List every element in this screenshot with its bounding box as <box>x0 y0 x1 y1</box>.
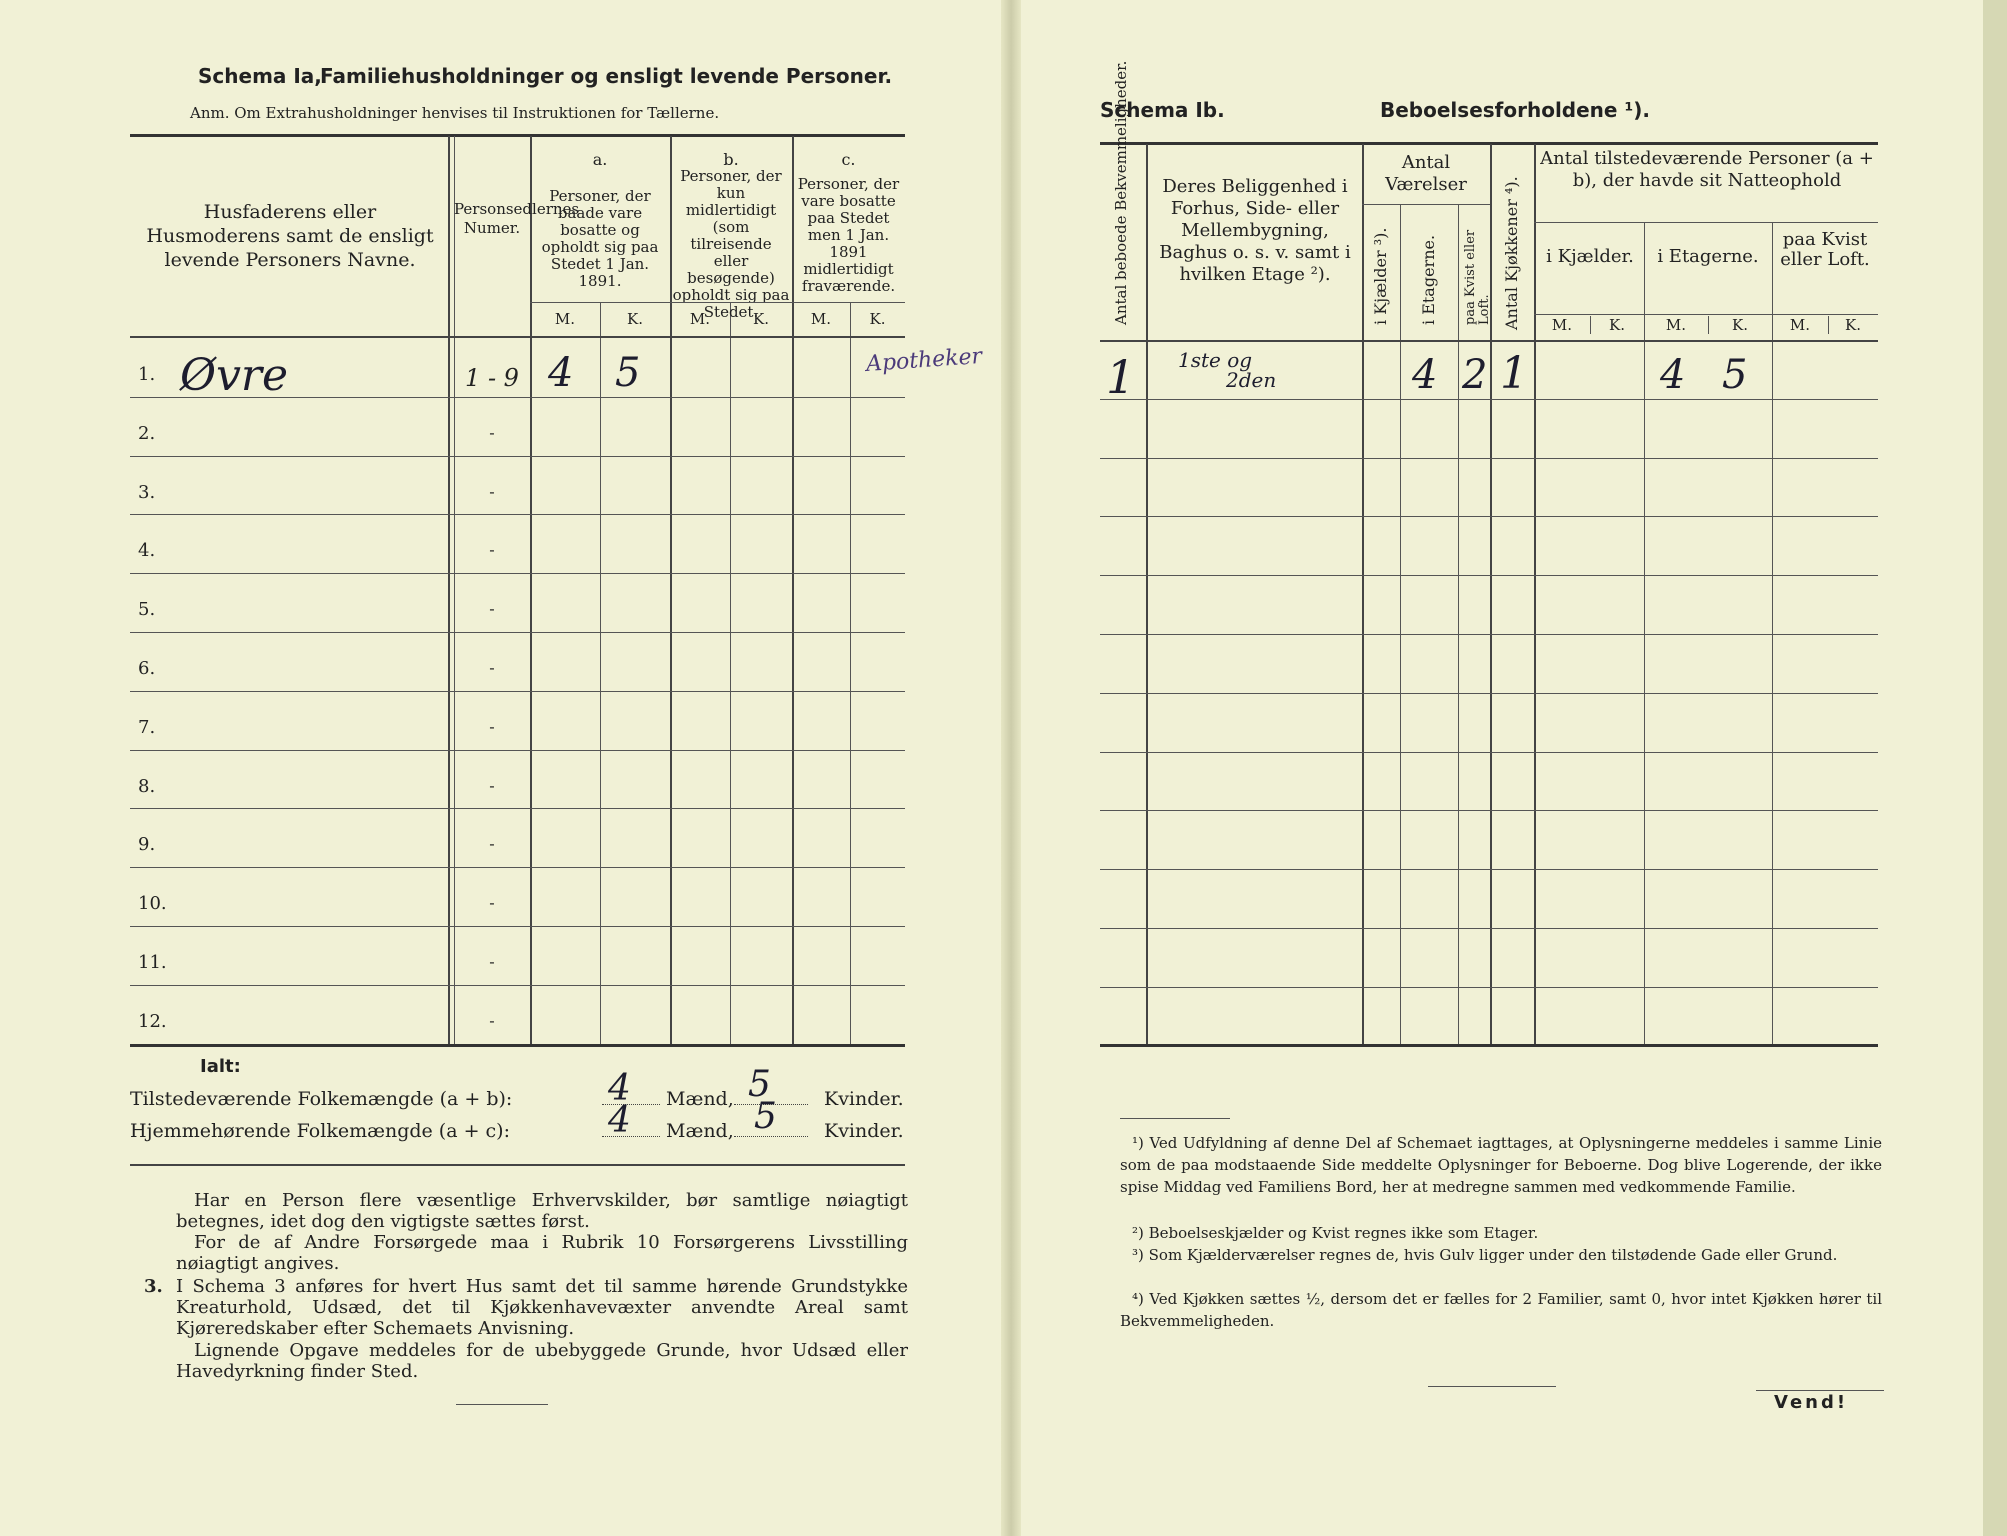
col-divider <box>850 302 851 1046</box>
row-numer: - <box>489 893 495 913</box>
instruction-para-1: Har en Person flere væsentlige Erhvervskilder, bør samtlige nøiagtigt betegnes, idet dog den vigtigste sættes først. <box>176 1190 908 1232</box>
table-top-rule <box>130 134 905 137</box>
vend-label: Vend! <box>1774 1392 1849 1413</box>
header-names: Husfaderens eller Husmoderens samt de ensligt levende Personers Navne. <box>146 201 434 271</box>
row-numer: - <box>489 716 495 736</box>
r1-antal: 1 <box>1106 350 1136 404</box>
r1-kjokken: 1 <box>1500 348 1528 399</box>
header-i-kjaelder: i Kjælder ³). <box>1371 227 1390 325</box>
row1-name: Øvre <box>180 350 289 401</box>
row-rule <box>1100 458 1878 459</box>
col-divider <box>1362 144 1364 1046</box>
r1-beliggenhed-2: 2den <box>1226 368 1277 392</box>
row-rule <box>1100 399 1878 400</box>
tilstede-maend-label: Mænd, <box>666 1088 734 1110</box>
header-c-letter: c. <box>841 150 856 169</box>
row-rule <box>1100 575 1878 576</box>
header-bottom-rule <box>1100 340 1878 342</box>
header-b-text: Personer, der kun midlertidigt (som tilreisende eller besøgende) opholdt sig paa Stedet. <box>672 167 790 321</box>
footnote-2: ²) Beboelseskjælder og Kvist regnes ikke som Etager. <box>1132 1224 1539 1242</box>
row-rule <box>1100 516 1878 517</box>
header-antal-kjokkener: Antal Kjøkkener ⁴). <box>1502 176 1521 330</box>
row1-a-k: 5 <box>615 350 641 396</box>
header-a-letter: a. <box>592 150 608 169</box>
row-rule <box>1100 693 1878 694</box>
header-p-kjaelder: i Kjælder. <box>1546 246 1634 267</box>
row-number: 11. <box>138 952 167 973</box>
schema-1b-prefix: Schema Ib. <box>1100 98 1225 122</box>
col-divider <box>454 136 455 1046</box>
row-number: 8. <box>138 775 156 797</box>
header-pe-k: K. <box>1732 316 1748 334</box>
row-number: 10. <box>138 893 167 915</box>
row-number: 12. <box>138 1010 167 1032</box>
header-a-text: Personer, der baade vare bosatte og opholdt sig paa Stedet 1 Jan. 1891. <box>541 187 659 290</box>
tilstede-maend-value: 4 <box>608 1068 631 1109</box>
mk-rule <box>530 302 905 303</box>
vaerelser-rule <box>1362 204 1490 205</box>
hjemme-kvinder-value: 5 <box>754 1096 777 1137</box>
row-rule <box>1100 810 1878 811</box>
r1-kvist: 2 <box>1462 352 1488 398</box>
row-numer: - <box>489 422 495 442</box>
row-numer: 1 - 9 <box>465 364 519 392</box>
closing-rule <box>456 1404 548 1405</box>
header-paa-kvist: paa Kvist eller Loft. <box>1463 229 1492 325</box>
row-rule <box>130 573 905 574</box>
header-personer: Antal tilstedeværende Personer (a + b), der havde sit Natteophold <box>1540 148 1874 191</box>
header-numer: Personsedlernes Numer. <box>454 200 580 237</box>
table-top-rule <box>1100 142 1878 145</box>
table-bottom-rule <box>130 1044 905 1047</box>
header-pk-k: K. <box>1609 316 1625 334</box>
footnote-4: ⁴) Ved Kjøkken sættes ½, dersom det er fælles for 2 Familier, samt 0, hvor intet Kjøkken hører til Bekvemmeligheden. <box>1120 1290 1882 1330</box>
schema-1a-prefix: Schema Ia, <box>198 64 322 88</box>
col-divider <box>730 302 731 1046</box>
row-rule <box>130 514 905 515</box>
personer-rule <box>1534 222 1878 223</box>
row-rule <box>1100 928 1878 929</box>
row-rule <box>130 867 905 868</box>
tilstede-label: Tilstedeværende Folkemængde (a + b): <box>130 1088 513 1110</box>
header-c-m: M. <box>810 310 832 328</box>
col-divider <box>1534 144 1536 1046</box>
row-number: 1. <box>138 364 156 385</box>
header-b-m: M. <box>689 310 711 328</box>
header-c-text: Personer, der vare bosatte paa Stedet men 1 Jan. 1891 midlertidigt fraværende. <box>797 175 900 295</box>
row-rule <box>130 691 905 692</box>
closing-rule <box>1756 1390 1884 1391</box>
header-b-k: K. <box>753 310 769 328</box>
closing-rule <box>1428 1386 1556 1387</box>
header-pl-k: K. <box>1845 316 1861 334</box>
instruction-para-3: I Schema 3 anføres for hvert Hus samt det til samme hørende Grundstykke Kreaturhold, Udsæd, det til Kjøkkenhavevæxter anvendte Areal samt Kjøreredskaber efter Schemaets Anvisning. <box>176 1276 908 1339</box>
row-numer: - <box>489 952 495 971</box>
row-number: 3. <box>138 481 156 503</box>
footnote-1: ¹) Ved Udfyldning af denne Del af Schemaet iagttages, at Oplysningerne meddeles i samme Linie som de paa modstaaende Side meddelte Oplysninger for Beboerne. Dog blive Logerende, der ikke spise Middag ved Familiens Bord, her at medregne sammen med vedkommende Familie. <box>1120 1134 1882 1196</box>
row-numer: - <box>489 775 495 795</box>
row-rule <box>130 985 905 986</box>
col-divider <box>600 302 601 1046</box>
row-number: 2. <box>138 422 156 444</box>
header-p-etagerne: i Etagerne. <box>1657 246 1759 267</box>
mk-rule <box>1534 314 1878 315</box>
footnote-rule <box>1120 1118 1230 1119</box>
row-numer: - <box>489 540 495 560</box>
row-rule <box>130 456 905 457</box>
row-rule <box>130 808 905 809</box>
table-bottom-rule <box>1100 1044 1878 1047</box>
tilstede-kvinder-value: 5 <box>748 1064 771 1105</box>
schema-1a-title: Familiehusholdninger og ensligt levende Personer. <box>320 64 893 88</box>
col-divider <box>1400 204 1401 1046</box>
header-bottom-rule <box>130 336 905 338</box>
row-rule <box>130 926 905 927</box>
footnote-3: ³) Som Kjælderværelser regnes de, hvis Gulv ligger under den tilstødende Gade eller Grund. <box>1132 1246 1838 1264</box>
header-pl-m: M. <box>1789 316 1811 334</box>
r1-etg-k: 5 <box>1722 352 1748 398</box>
r1-beliggenhed-1: 1ste og <box>1178 348 1253 372</box>
row1-note: Apotheker <box>865 343 983 378</box>
row-number: 6. <box>138 658 156 679</box>
row-numer: - <box>489 834 495 854</box>
r1-etg-m: 4 <box>1660 352 1686 398</box>
page-fold <box>1001 0 1021 1536</box>
header-b-letter: b. <box>723 150 739 169</box>
row-rule <box>1100 752 1878 753</box>
schema-1b-title: Beboelsesforholdene ¹). <box>1380 98 1650 122</box>
col-divider <box>1458 204 1459 1046</box>
col-divider <box>530 136 532 1046</box>
ialt-label: Ialt: <box>200 1056 241 1077</box>
col-divider <box>1146 144 1148 1046</box>
row-rule <box>130 632 905 633</box>
header-p-kvist: paa Kvist eller Loft. <box>1780 229 1870 270</box>
row-number: 7. <box>138 716 156 738</box>
hjemme-maend-label: Mænd, <box>666 1120 734 1142</box>
row-number: 4. <box>138 540 156 562</box>
header-antal-vaerelser: Antal Værelser <box>1385 152 1467 195</box>
row-numer: - <box>489 658 495 677</box>
header-pe-m: M. <box>1665 316 1687 334</box>
instruction-para-4: Lignende Opgave meddeles for de ubebyggede Grunde, hvor Udsæd eller Havedyrkning finder Sted. <box>176 1340 908 1382</box>
hjemme-maend-value: 4 <box>608 1100 631 1141</box>
col-divider <box>448 136 450 1046</box>
section-rule <box>130 1164 905 1166</box>
row-rule <box>130 750 905 751</box>
header-a-k: K. <box>627 310 643 328</box>
instruction-para-2: For de af Andre Forsørgede maa i Rubrik 10 Forsørgerens Livsstilling nøiagtigt angives. <box>176 1232 908 1274</box>
tilstede-kvinder-label: Kvinder. <box>824 1088 904 1110</box>
header-c-k: K. <box>869 310 886 328</box>
row-numer: - <box>489 599 495 619</box>
row-numer: - <box>489 1010 495 1030</box>
hjemme-label: Hjemmehørende Folkemængde (a + c): <box>130 1120 510 1142</box>
page-edge <box>1983 0 2007 1536</box>
row-rule <box>1100 634 1878 635</box>
instruction-para-3-number: 3. <box>144 1276 163 1297</box>
header-pk-m: M. <box>1551 316 1573 334</box>
row1-a-m: 4 <box>548 350 574 396</box>
header-a-m: M. <box>554 310 576 328</box>
header-i-etagerne: i Etagerne. <box>1419 234 1438 325</box>
row-numer: - <box>489 481 495 501</box>
header-antal-bekv: Antal beboede Bekvemmeligheder. <box>1112 60 1130 325</box>
r1-etagerne: 4 <box>1412 352 1438 398</box>
row-number: 9. <box>138 834 156 856</box>
hjemme-kvinder-label: Kvinder. <box>824 1120 904 1142</box>
row-rule <box>1100 869 1878 870</box>
anm-note: Anm. Om Extrahusholdninger henvises til Instruktionen for Tællerne. <box>190 104 720 122</box>
row-number: 5. <box>138 599 156 621</box>
row-rule <box>1100 987 1878 988</box>
header-beliggenhed: Deres Beliggenhed i Forhus, Side- eller Mellembygning, Baghus o. s. v. samt i hvilken Etage ²). <box>1159 176 1351 285</box>
